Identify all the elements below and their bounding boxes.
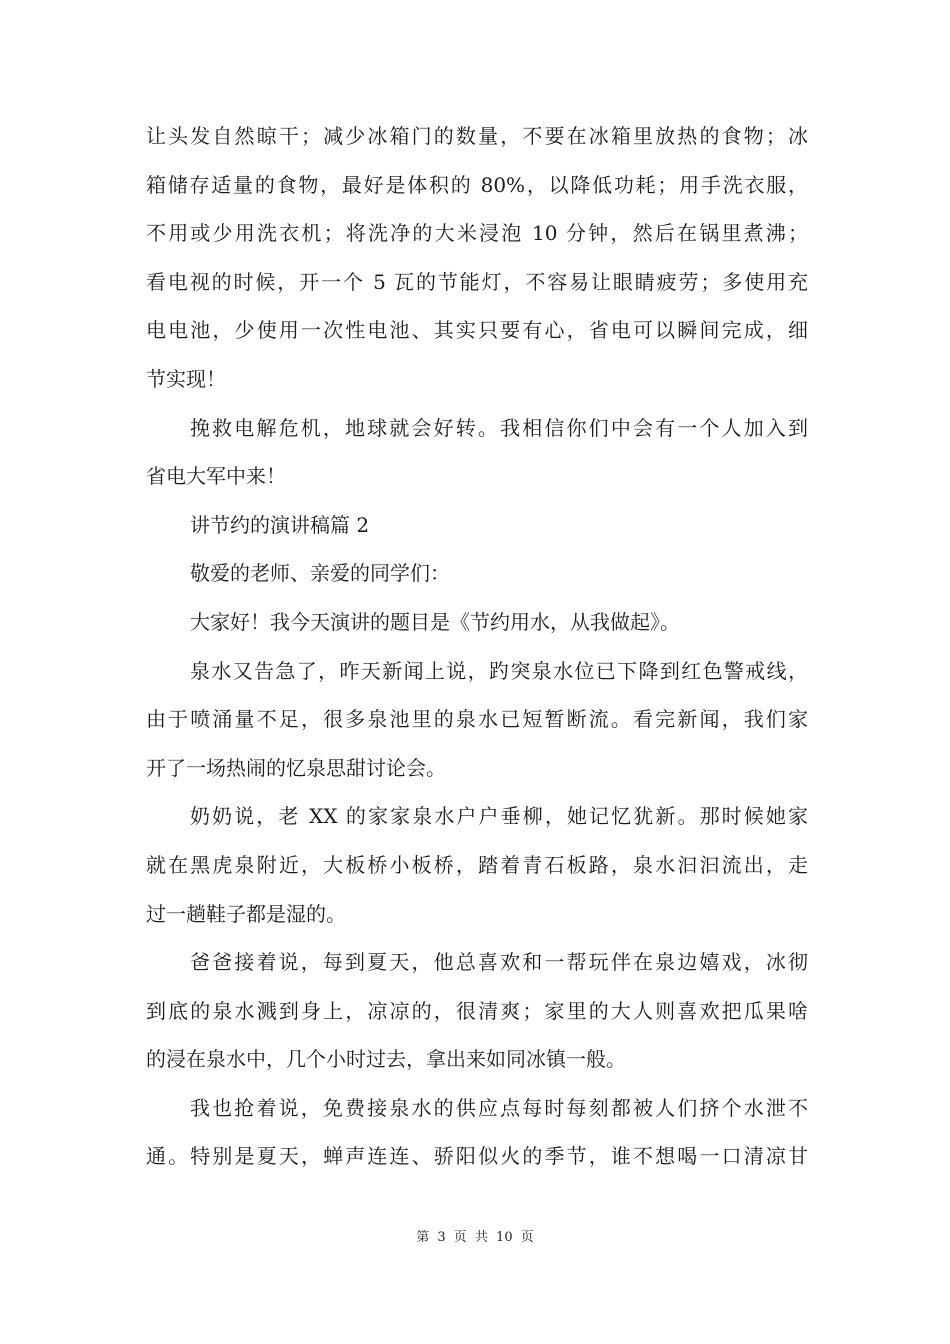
section-heading: 讲节约的演讲稿篇 2: [190, 512, 370, 537]
text-line: 看电视的时候，开一个 5 瓦的节能灯，不容易让眼睛疲劳；多使用充: [146, 269, 808, 294]
text-line: 泉水又告急了，昨天新闻上说，趵突泉水位已下降到红色警戒线，: [190, 658, 808, 683]
text-line: 就在黑虎泉附近，大板桥小板桥，踏着青石板路，泉水汩汩流出，走: [146, 852, 808, 877]
text-line: 到底的泉水溅到身上，凉凉的，很清爽；家里的大人则喜欢把瓜果啥: [146, 998, 808, 1023]
text-line: 通。特别是夏天，蝉声连连、骄阳似火的季节，谁不想喝一口清凉甘: [146, 1144, 808, 1169]
text-line: 奶奶说，老 XX 的家家泉水户户垂柳，她记忆犹新。那时候她家: [190, 804, 808, 829]
text-line: 开了一场热闹的忆泉思甜讨论会。: [146, 755, 446, 780]
text-line: 挽救电解危机，地球就会好转。我相信你们中会有一个人加入到: [190, 415, 808, 440]
text-line: 由于喷涌量不足，很多泉池里的泉水已短暂断流。看完新闻，我们家: [146, 707, 808, 732]
text-line: 节实现！: [146, 366, 226, 391]
text-line: 爸爸接着说，每到夏天，他总喜欢和一帮玩伴在泉边嬉戏，冰彻: [190, 950, 808, 975]
page-number-footer: 第 3 页 共 10 页: [416, 1230, 534, 1245]
text-line: 大家好！我今天演讲的题目是《节约用水，从我做起》。: [190, 609, 680, 634]
salutation: 敬爱的老师、亲爱的同学们：: [190, 561, 450, 586]
text-line: 过一趟鞋子都是湿的。: [146, 901, 346, 926]
document-body: [146, 112, 808, 1181]
text-line: 电电池，少使用一次性电池、其实只要有心，省电可以瞬间完成，细: [146, 318, 808, 343]
text-line: 让头发自然晾干；减少冰箱门的数量，不要在冰箱里放热的食物；冰: [146, 124, 808, 148]
text-line: 我也抢着说，免费接泉水的供应点每时每刻都被人们挤个水泄不: [190, 1095, 808, 1120]
text-line: 不用或少用洗衣机；将洗净的大米浸泡 10 分钟，然后在锅里煮沸；: [146, 221, 808, 246]
text-line: 省电大军中来！: [146, 464, 286, 489]
text-line: 箱储存适量的食物，最好是体积的 80%，以降低功耗；用手洗衣服，: [146, 172, 808, 197]
text-line: 的浸在泉水中，几个小时过去，拿出来如同冰镇一般。: [146, 1047, 626, 1072]
